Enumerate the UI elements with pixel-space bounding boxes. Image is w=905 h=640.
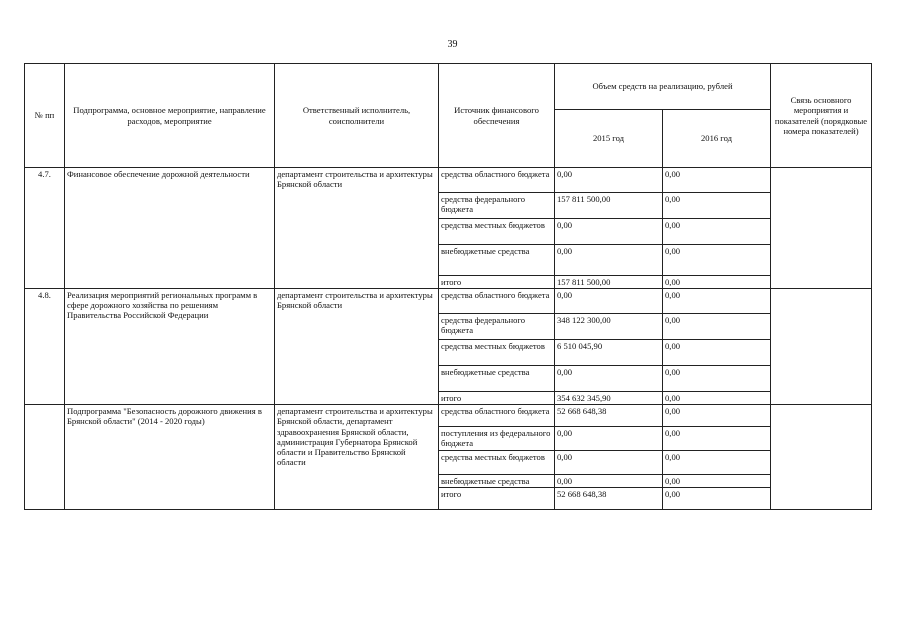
value-2015: 0,00 — [555, 366, 663, 392]
executor: департамент строительства и архитектуры Брянской области — [275, 289, 439, 405]
value-2016: 0,00 — [663, 427, 771, 451]
value-2015: 0,00 — [555, 475, 663, 488]
funding-source: средства федерального бюджета — [439, 193, 555, 219]
value-2016: 0,00 — [663, 405, 771, 427]
table-row — [25, 289, 872, 314]
value-2016: 0,00 — [663, 488, 771, 510]
funding-source: средства местных бюджетов — [439, 340, 555, 366]
value-2016: 0,00 — [663, 193, 771, 219]
executor: департамент строительства и архитектуры Брянской области, департамент здравоохранения Брянской области, администрация Губернатора Брянской области и Правительство Брянской области — [275, 405, 439, 510]
table-body — [25, 168, 872, 510]
value-2016: 0,00 — [663, 219, 771, 245]
page-number: 39 — [447, 39, 458, 50]
total-label: итого — [439, 488, 555, 510]
value-2015: 6 510 045,90 — [555, 340, 663, 366]
funding-source: средства местных бюджетов — [439, 451, 555, 475]
value-2016: 0,00 — [663, 392, 771, 405]
value-2015: 0,00 — [555, 427, 663, 451]
value-2015: 348 122 300,00 — [555, 314, 663, 340]
value-2015: 0,00 — [555, 289, 663, 314]
funding-source: средства областного бюджета — [439, 405, 555, 427]
value-2016: 0,00 — [663, 475, 771, 488]
activity-name: Подпрограмма "Безопасность дорожного движения в Брянской области" (2014 - 2020 годы) — [65, 405, 275, 510]
indicator-link — [771, 168, 872, 289]
row-number: 4.7. — [25, 168, 65, 289]
row-number — [25, 405, 65, 510]
executor: департамент строительства и архитектуры Брянской области — [275, 168, 439, 289]
header-executor: Ответственный исполнитель, соисполнители — [275, 64, 439, 168]
value-2016: 0,00 — [663, 276, 771, 289]
value-2016: 0,00 — [663, 314, 771, 340]
header-link: Связь основного мероприятия и показателей (порядковые номера показателей) — [771, 64, 872, 168]
value-2015: 52 668 648,38 — [555, 405, 663, 427]
value-2015: 52 668 648,38 — [555, 488, 663, 510]
funding-source: поступления из федерального бюджета — [439, 427, 555, 451]
activity-name: Финансовое обеспечение дорожной деятельности — [65, 168, 275, 289]
table-row — [25, 168, 872, 193]
header-subprogram: Подпрограмма, основное мероприятие, направление расходов, мероприятие — [65, 64, 275, 168]
budget-table — [24, 63, 872, 510]
value-2016: 0,00 — [663, 366, 771, 392]
value-2015: 157 811 500,00 — [555, 193, 663, 219]
header-volume: Объем средств на реализацию, рублей — [555, 64, 771, 110]
funding-source: средства федерального бюджета — [439, 314, 555, 340]
value-2016: 0,00 — [663, 168, 771, 193]
header-num: № пп — [25, 64, 65, 168]
row-number: 4.8. — [25, 289, 65, 405]
value-2015: 0,00 — [555, 451, 663, 475]
funding-source: внебюджетные средства — [439, 245, 555, 276]
value-2016: 0,00 — [663, 245, 771, 276]
header-source: Источник финансового обеспечения — [439, 64, 555, 168]
indicator-link — [771, 289, 872, 405]
total-label: итого — [439, 392, 555, 405]
activity-name: Реализация мероприятий региональных программ в сфере дорожного хозяйства по решениям Правительства Российской Федерации — [65, 289, 275, 405]
value-2015: 354 632 345,90 — [555, 392, 663, 405]
funding-source: средства областного бюджета — [439, 168, 555, 193]
value-2016: 0,00 — [663, 340, 771, 366]
header-2016: 2016 год — [663, 110, 771, 168]
value-2015: 0,00 — [555, 245, 663, 276]
funding-source: средства областного бюджета — [439, 289, 555, 314]
value-2016: 0,00 — [663, 451, 771, 475]
funding-source: внебюджетные средства — [439, 366, 555, 392]
table-header — [25, 64, 872, 168]
header-2015: 2015 год — [555, 110, 663, 168]
funding-source: внебюджетные средства — [439, 475, 555, 488]
funding-source: средства местных бюджетов — [439, 219, 555, 245]
value-2016: 0,00 — [663, 289, 771, 314]
value-2015: 0,00 — [555, 219, 663, 245]
value-2015: 157 811 500,00 — [555, 276, 663, 289]
value-2015: 0,00 — [555, 168, 663, 193]
indicator-link — [771, 405, 872, 510]
total-label: итого — [439, 276, 555, 289]
table-row — [25, 405, 872, 427]
